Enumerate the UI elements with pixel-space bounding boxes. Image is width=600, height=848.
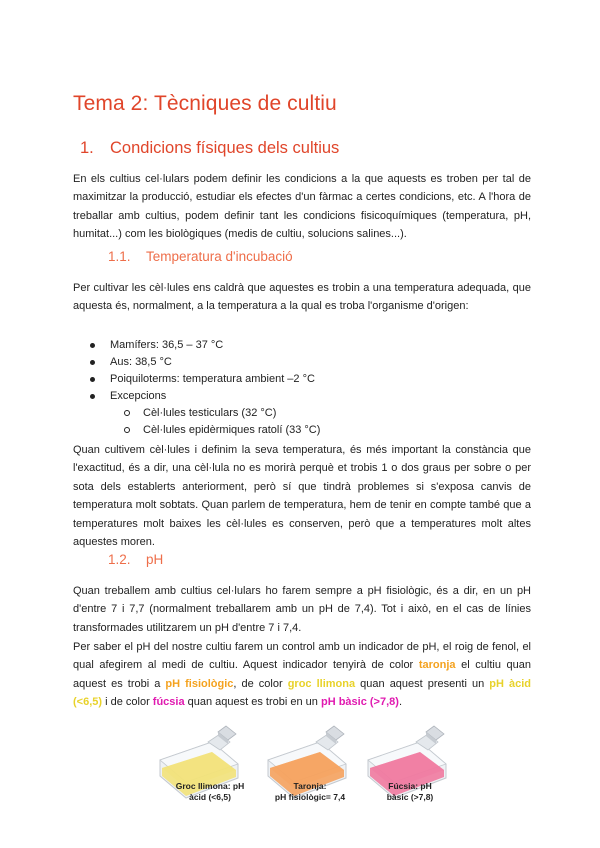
- intro-paragraph: En els cultius cel·lulars podem definir les condicions a la que aquests es troben per tal de maximitzar la producció, estudiar els efectes d'un fàrmac a certes condicions, etc. A l'hora de treballar amb cultius, podem definir tant les condicions fisicoquímiques (temperatura, pH, humitat...) com les biològiques (medis de cultiu, solucions salines...).: [73, 173, 531, 241]
- section-heading: [80, 139, 339, 158]
- highlight-ph-acid: pH àcid (<6,5): [73, 677, 531, 709]
- list-item: Aus: 38,5 °C: [73, 354, 320, 371]
- figure-caption-orange: Taronja: pH fisiològic= 7,4: [274, 781, 346, 802]
- section-title: Condicions físiques dels cultius: [110, 139, 340, 157]
- subsection-heading-temperature: [108, 249, 293, 264]
- subsection-number: 1.2.: [108, 552, 131, 567]
- list-item: Poiquiloterms: temperatura ambient –2 °C: [73, 371, 320, 388]
- highlight-groc-llimona: groc llimona: [287, 677, 356, 690]
- page-title: Tema 2: Tècniques de cultiu: [73, 92, 337, 115]
- highlight-ph-basic: pH bàsic (>7,8): [320, 696, 399, 709]
- subsection-heading-ph: [108, 552, 163, 567]
- highlight-taronja: taronja: [418, 659, 456, 672]
- ph-paragraph: Quan treballem amb cultius cel·lulars ho farem sempre a pH fisiològic, és a dir, en un pH d'entre 7 i 7,7 (normalment treballarem amb un pH de 7,4). Tot i això, en el cas de línies transformades utilitzarem un pH d'entre 7 i 7,4.: [73, 585, 531, 634]
- highlight-ph-fisiologic: pH fisiològic: [165, 677, 234, 690]
- temperature-paragraph-2: Quan cultivem cèl·lules i definim la seva temperatura, és més important la constància que l'exactitud, és a dir, una cèl·lula no es morirà perquè et trobis 1 o dos graus per sobre o per sota dels establerts anteriorment, però sí que tindrà problemes si s'exposa canvis de temperatura molt sobtats. Quan parlem de temperatura, hem de tenir en compte també que a temperatures molt baixes les cèl·lules es conserven, però que a temperatures molt altes aquestes moren.: [73, 444, 531, 549]
- highlight-fucsia: fúcsia: [152, 696, 185, 709]
- temperature-paragraph: Per cultivar les cèl·lules ens caldrà que aquestes es trobin a una temperatura adequada, que aquesta és, normalment, a la temperatura a la qual es troba l'organisme d'origen:: [73, 282, 531, 313]
- figure-caption-yellow: Groc llimona: pH àcid (<6,5): [175, 781, 245, 802]
- section-number: 1.: [80, 139, 94, 157]
- subsection-title: pH: [146, 552, 164, 567]
- figure-caption-pink: Fúcsia: pH bàsic (>7,8): [386, 781, 434, 802]
- sub-list-item: Cèl·lules testiculars (32 °C): [73, 405, 320, 422]
- subsection-number: 1.1.: [108, 249, 131, 264]
- subsection-title: Temperatura d'incubació: [146, 249, 293, 264]
- sub-list-item: Cèl·lules epidèrmiques ratolí (33 °C): [73, 422, 320, 439]
- ph-indicator-paragraph: Per saber el pH del nostre cultiu farem un control amb un indicador de pH, el roig de fenol, el qual afegirem al medi de cultiu. Aquest indicador tenyirà de color taronja el cultiu quan aquest es trobi a pH fisiològic, de color groc llimona quan aquest presenti un pH àcid (<6,5) i de color fúcsia quan aquest es trobi en un pH bàsic (>7,8).: [73, 641, 531, 709]
- list-item: Excepcions: [73, 388, 320, 405]
- temperature-list: [73, 337, 320, 439]
- list-item: Mamífers: 36,5 – 37 °C: [73, 337, 320, 354]
